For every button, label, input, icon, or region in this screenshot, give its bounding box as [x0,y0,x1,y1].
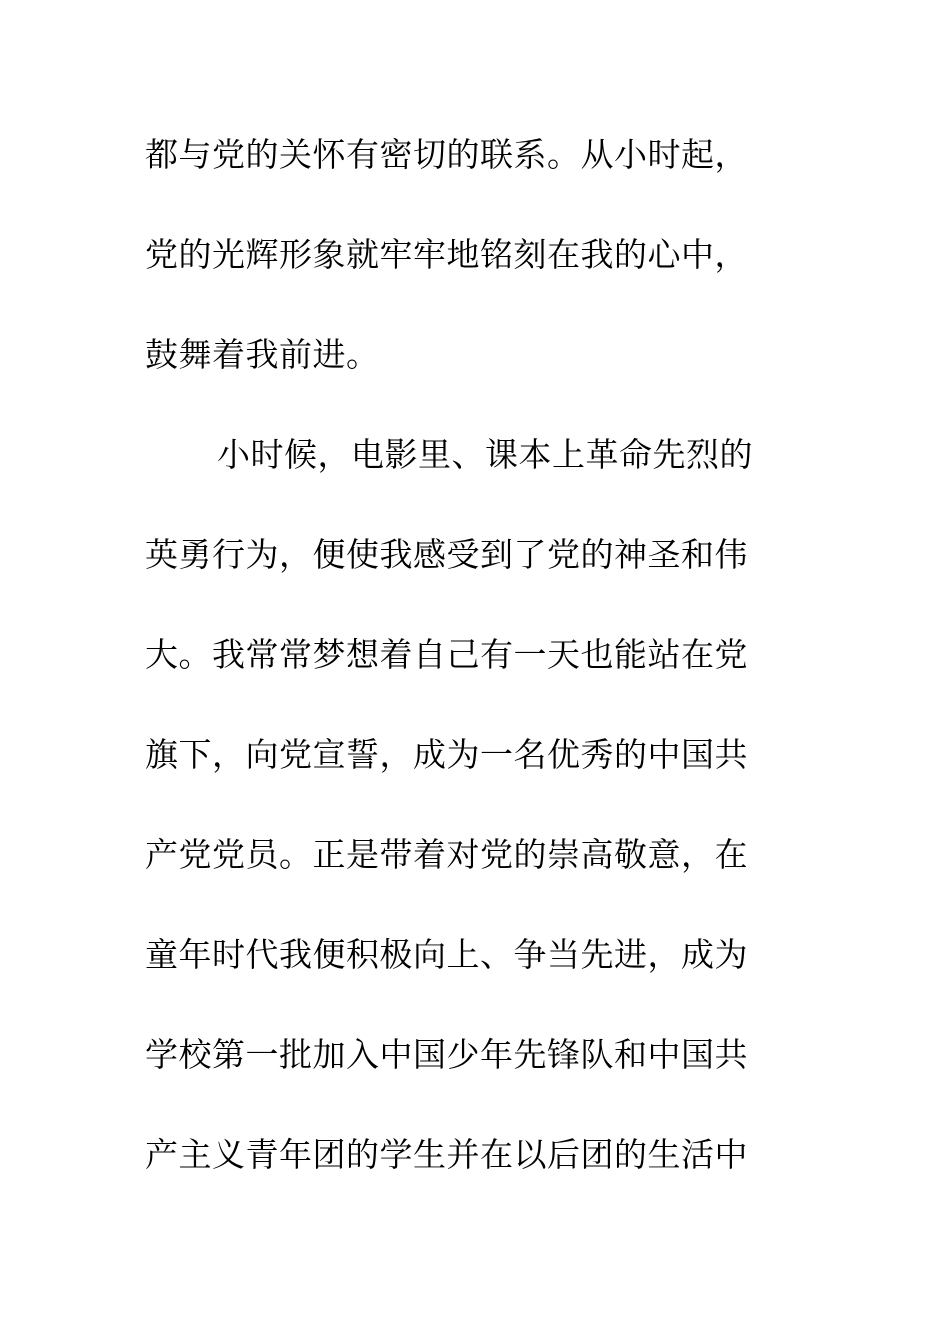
text-line: 大。我常常梦想着自己有一天也能站在党 [145,635,748,674]
text-line: 学校第一批加入中国少年先锋队和中国共 [145,1035,748,1074]
text-line: 英勇行为，便使我感受到了党的神圣和伟 [145,535,748,574]
text-line: 产党党员。正是带着对党的崇高敬意，在 [145,835,748,874]
paragraph-first-line: 小时候，电影里、课本上革命先烈的 [217,435,753,474]
text-line: 都与党的关怀有密切的联系。从小时起， [145,135,748,174]
text-line: 童年时代我便积极向上、争当先进，成为 [145,935,748,974]
text-line: 产主义青年团的学生并在以后团的生活中 [145,1135,748,1174]
text-line: 党的光辉形象就牢牢地铭刻在我的心中， [145,235,748,274]
text-line: 旗下，向党宣誓，成为一名优秀的中国共 [145,735,748,774]
text-line: 鼓舞着我前进。 [145,335,380,374]
body-text [145,125,785,1225]
